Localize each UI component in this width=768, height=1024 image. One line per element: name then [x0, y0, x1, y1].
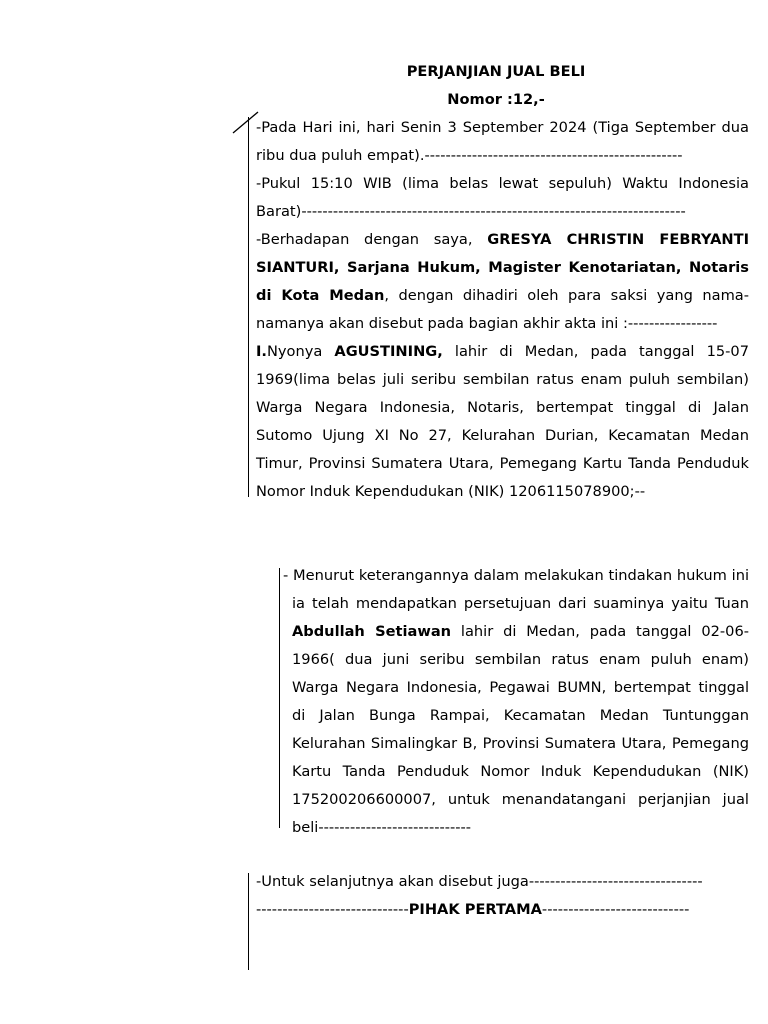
time-paragraph: -Pukul 15:10 WIB (lima belas lewat sepuluh) Waktu Indonesia Barat)------------------------------------------------------------------------- — [256, 175, 749, 220]
husband-details: lahir di Medan, pada tanggal 02-06-1966( dua juni seribu sembilan ratus enam puluh enam) Warga Negara Indonesia, Pegawai BUMN, bertempat tinggal di Jalan Bunga Rampai, Kecamatan Medan Tuntunggan Kelurahan Simalingkar B, Provinsi Sumatera Utara, Pemegang Kartu Tanda Penduduk Nomor Induk Kependudukan (NIK) 175200206600007, untuk menandatangani perjanjian jual beli----------------------------- — [292, 623, 749, 836]
consent-block — [283, 562, 749, 842]
consent-paragraph — [283, 562, 749, 842]
notary-name: GRESYA CHRISTIN FEBRYANTI SIANTURI, Sarjana Hukum, Magister Kenotariatan, Notaris di Kota Medan — [256, 231, 749, 304]
margin-line-closing — [248, 873, 249, 970]
party-details: lahir di Medan, pada tanggal 15-07 1969(lima belas juli seribu sembilan ratus enam puluh sembilan) Warga Negara Indonesia, Notaris, bertempat tinggal di Jalan Sutomo Ujung XI No 27, Kelurahan Durian, Kecamatan Medan Timur, Provinsi Sumatera Utara, Pemegang Kartu Tanda Penduduk Nomor Induk Kependudukan (NIK) 1206115078900;-- — [256, 343, 749, 500]
date-paragraph: -Pada Hari ini, hari Senin 3 September 2024 (Tiga September dua ribu dua puluh empat).------------------------------------------------- — [256, 119, 749, 164]
dashes-left: ----------------------------- — [256, 901, 409, 918]
husband-name: Abdullah Setiawan — [292, 623, 452, 640]
deed-body — [256, 114, 749, 506]
document-title: PERJANJIAN JUAL BELI — [406, 63, 586, 80]
dashes-right: ---------------------------- — [541, 901, 690, 918]
party-designation-line — [256, 896, 749, 924]
consent-intro: - Menurut keterangannya dalam melakukan tindakan hukum ini ia telah mendapatkan persetujuan dari suaminya yaitu Tuan — [283, 567, 749, 612]
margin-line-left — [248, 117, 249, 497]
margin-line-sub — [279, 568, 280, 828]
notary-intro: -Berhadapan dengan saya, — [256, 231, 488, 248]
closing-line: -Untuk selanjutnya akan disebut juga--------------------------------- — [256, 873, 703, 890]
party-numeral: I. — [256, 343, 267, 360]
first-party-paragraph — [256, 338, 749, 506]
party-title: Nyonya — [266, 343, 335, 360]
closing-block — [256, 868, 749, 924]
notary-paragraph — [256, 226, 749, 338]
party-name: AGUSTINING, — [334, 343, 443, 360]
notary-witness-text: , dengan dihadiri oleh para saksi yang nama-namanya akan disebut pada bagian akhir akta ini :----------------- — [256, 287, 750, 332]
party-designation: PIHAK PERTAMA — [408, 901, 542, 918]
document-number: Nomor :12,- — [447, 91, 545, 108]
